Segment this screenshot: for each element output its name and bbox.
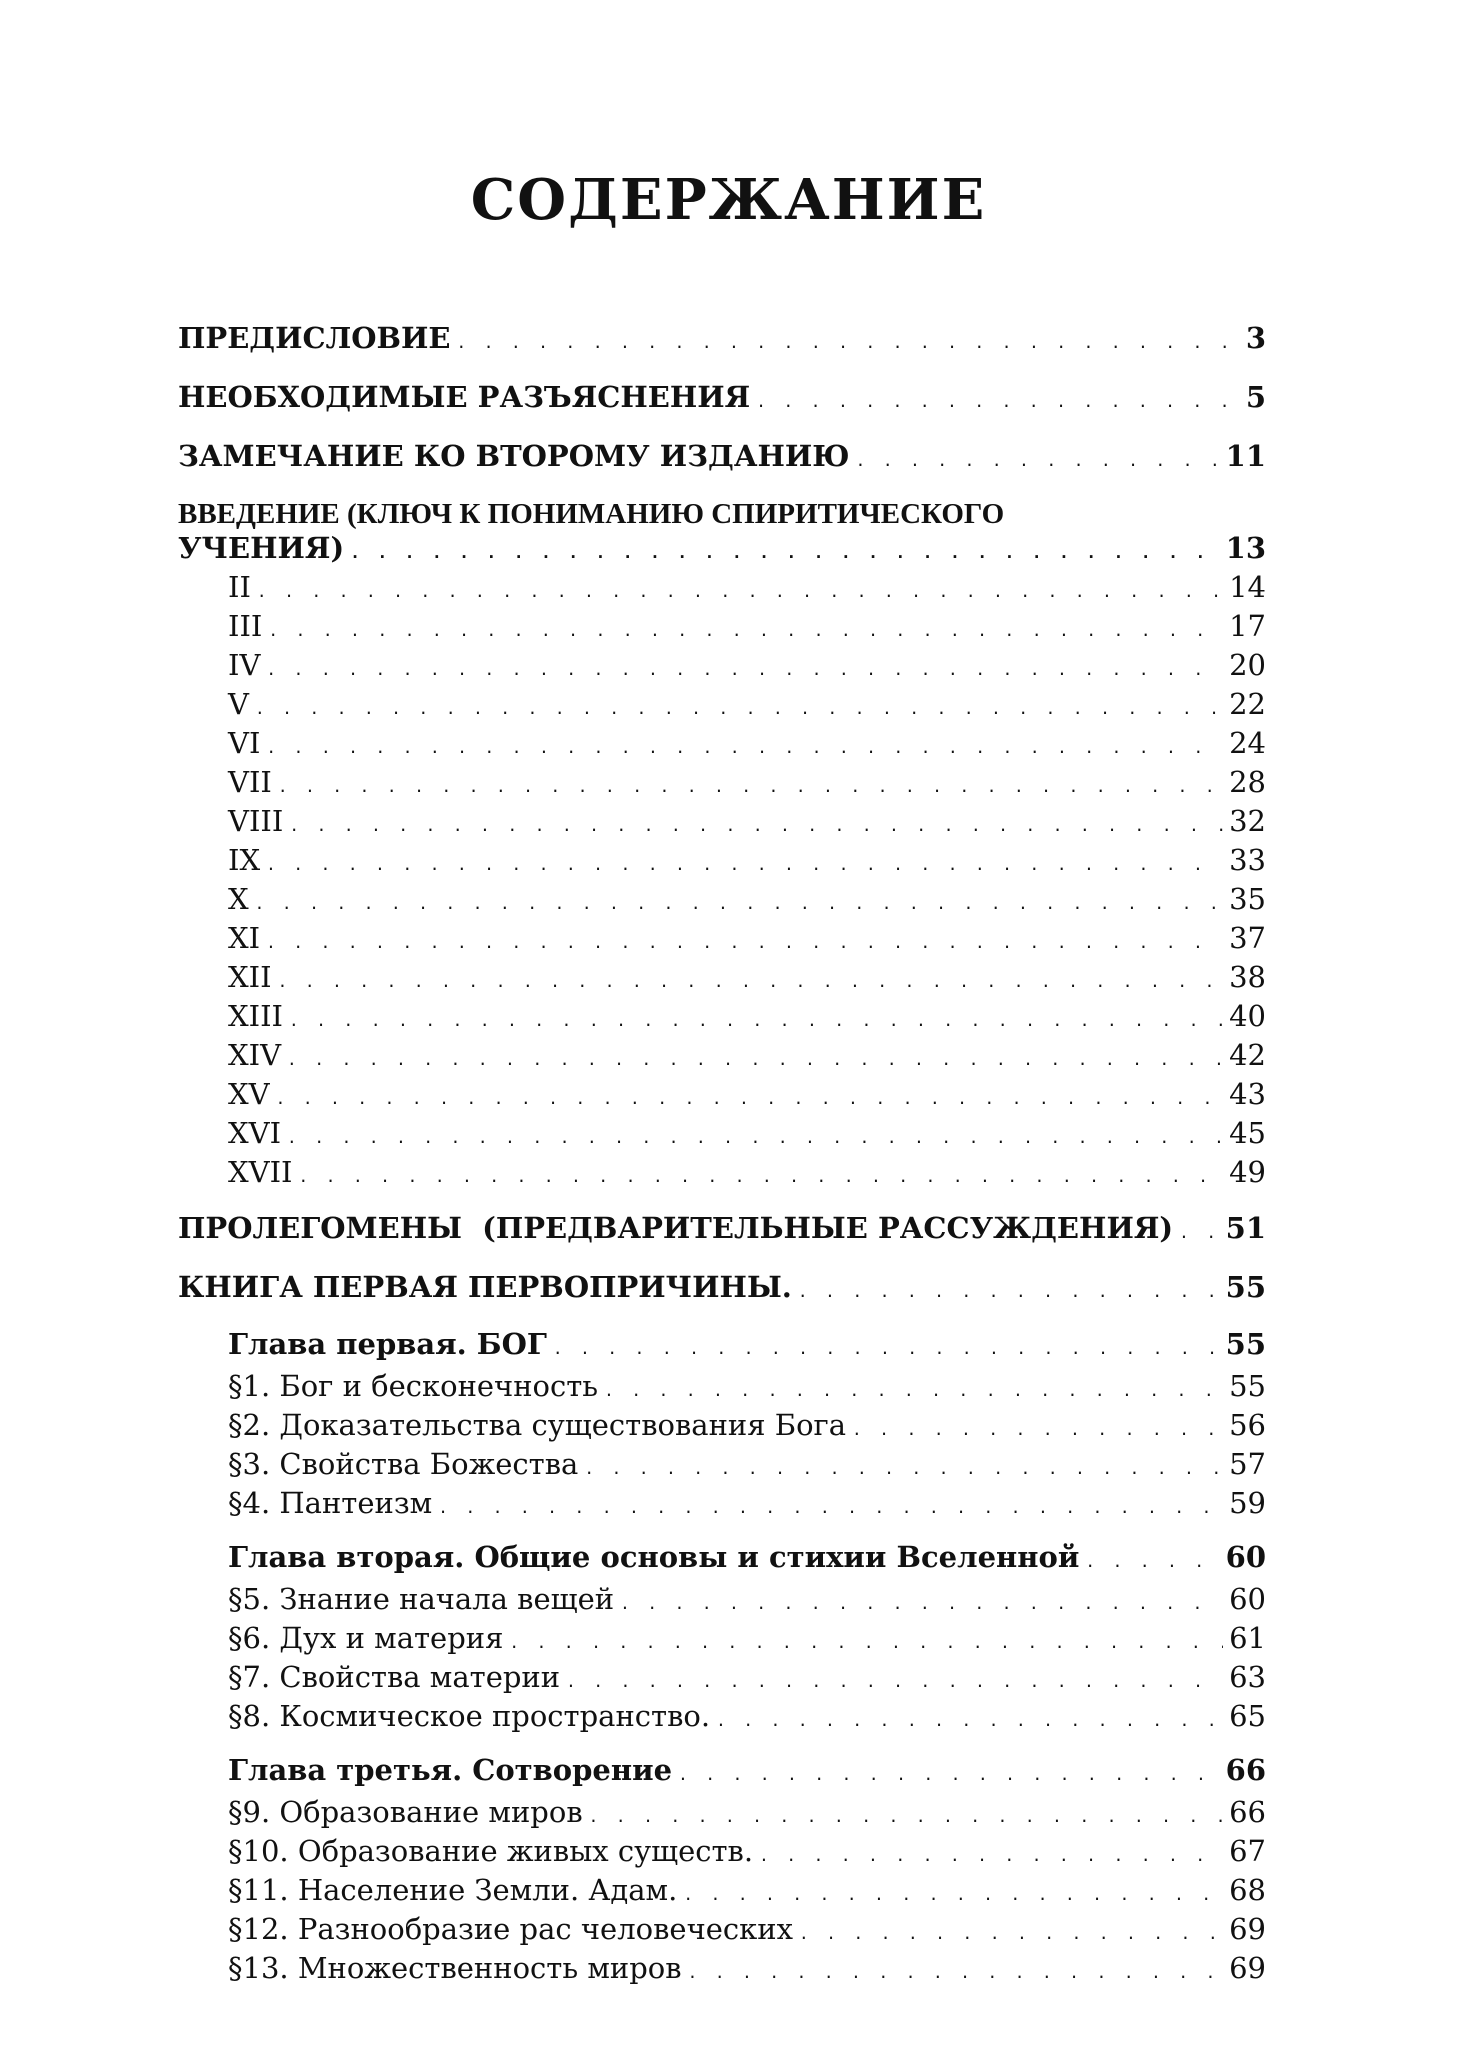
dot-leader bbox=[438, 1490, 1223, 1525]
toc-section bbox=[178, 999, 1266, 1038]
section-page-number: 42 bbox=[1229, 1038, 1266, 1072]
dot-leader bbox=[688, 1955, 1224, 1990]
toc-section bbox=[178, 570, 1266, 609]
toc-entry-label-line2: УЧЕНИЯ) bbox=[178, 531, 345, 565]
toc-page-number: 55 bbox=[1225, 1270, 1266, 1304]
toc-paragraph bbox=[178, 1795, 1266, 1834]
toc-section bbox=[178, 1077, 1266, 1116]
section-page-number: 43 bbox=[1229, 1077, 1266, 1111]
dot-leader bbox=[276, 1081, 1224, 1116]
paragraph-label: §13. Множественность миров bbox=[228, 1951, 682, 1985]
page-title: СОДЕРЖАНИЕ bbox=[470, 167, 987, 233]
dot-leader bbox=[287, 1042, 1223, 1077]
paragraph-label: §12. Разнообразие рас человеческих bbox=[228, 1912, 793, 1946]
dot-leader bbox=[255, 886, 1223, 921]
toc-section bbox=[178, 1155, 1266, 1194]
section-label: V bbox=[228, 687, 249, 721]
paragraph-page-number: 65 bbox=[1229, 1699, 1266, 1733]
paragraph-label: §2. Доказательства существования Бога bbox=[228, 1408, 847, 1442]
paragraph-page-number: 63 bbox=[1229, 1660, 1266, 1694]
toc-page-number: 5 bbox=[1245, 380, 1266, 414]
section-page-number: 22 bbox=[1229, 687, 1266, 721]
section-page-number: 38 bbox=[1229, 960, 1266, 994]
toc-section bbox=[178, 765, 1266, 804]
toc-section bbox=[178, 960, 1266, 999]
section-page-number: 24 bbox=[1229, 726, 1266, 760]
toc-section bbox=[178, 882, 1266, 921]
dot-leader bbox=[289, 808, 1223, 843]
section-page-number: 28 bbox=[1229, 765, 1266, 799]
section-label: XIV bbox=[228, 1038, 282, 1072]
paragraph-label: §9. Образование миров bbox=[228, 1795, 583, 1829]
toc-entry-label-line1: ВВЕДЕНИЕ (КЛЮЧ К ПОНИМАНИЮ СПИРИТИЧЕСКОГО bbox=[178, 498, 1005, 530]
toc-entry-introduction bbox=[178, 497, 1266, 570]
chapter-label: Глава первая. БОГ bbox=[228, 1327, 547, 1361]
toc-paragraph bbox=[178, 1582, 1266, 1621]
introduction-sections bbox=[178, 570, 1266, 1194]
chapter-page-number: 55 bbox=[1225, 1327, 1266, 1361]
toc-paragraph bbox=[178, 1447, 1266, 1486]
section-page-number: 14 bbox=[1229, 570, 1266, 604]
dot-leader bbox=[287, 1120, 1223, 1155]
section-page-number: 35 bbox=[1229, 882, 1266, 916]
section-label: XVII bbox=[228, 1155, 293, 1189]
section-label: XVI bbox=[228, 1116, 282, 1150]
paragraph-label: §1. Бог и бесконечность bbox=[228, 1369, 599, 1403]
dot-leader bbox=[756, 382, 1240, 422]
toc-paragraph bbox=[178, 1834, 1266, 1873]
section-label: IV bbox=[228, 648, 261, 682]
chapter-page-number: 66 bbox=[1225, 1753, 1266, 1787]
toc-paragraph bbox=[178, 1660, 1266, 1699]
paragraph-page-number: 60 bbox=[1229, 1582, 1266, 1616]
paragraph-label: §10. Образование живых существ. bbox=[228, 1834, 754, 1868]
toc-chapter-1 bbox=[178, 1324, 1266, 1369]
toc-paragraph bbox=[178, 1486, 1266, 1525]
toc-section bbox=[178, 843, 1266, 882]
toc-section bbox=[178, 804, 1266, 843]
table-of-contents bbox=[178, 318, 1266, 1990]
dot-leader bbox=[266, 847, 1223, 882]
toc-paragraph bbox=[178, 1873, 1266, 1912]
dot-leader bbox=[257, 574, 1223, 609]
toc-entry-label: ЗАМЕЧАНИЕ КО ВТОРОМУ ИЗДАНИЮ bbox=[178, 439, 850, 473]
dot-leader bbox=[1085, 1542, 1219, 1582]
toc-entry-second-edition bbox=[178, 436, 1266, 481]
section-page-number: 32 bbox=[1229, 804, 1266, 838]
paragraph-label: §4. Пантеизм bbox=[228, 1486, 433, 1520]
toc-entry-prolegomena bbox=[178, 1208, 1266, 1253]
section-page-number: 49 bbox=[1229, 1155, 1266, 1189]
toc-entry-preface bbox=[178, 318, 1266, 363]
section-label: VI bbox=[228, 726, 261, 760]
paragraph-page-number: 59 bbox=[1229, 1486, 1266, 1520]
toc-paragraph bbox=[178, 1621, 1266, 1660]
dot-leader bbox=[456, 323, 1239, 363]
chapter-page-number: 60 bbox=[1225, 1540, 1266, 1574]
toc-entry-book-one bbox=[178, 1267, 1266, 1312]
section-page-number: 33 bbox=[1229, 843, 1266, 877]
paragraph-label: §3. Свойства Божества bbox=[228, 1447, 579, 1481]
toc-paragraph bbox=[178, 1951, 1266, 1990]
paragraph-label: §11. Население Земли. Адам. bbox=[228, 1873, 678, 1907]
section-page-number: 17 bbox=[1229, 609, 1266, 643]
dot-leader bbox=[509, 1625, 1223, 1660]
toc-entry-label: НЕОБХОДИМЫЕ РАЗЪЯСНЕНИЯ bbox=[178, 380, 751, 414]
toc-section bbox=[178, 1116, 1266, 1155]
toc-entry-label: ПРЕДИСЛОВИЕ bbox=[178, 321, 451, 355]
paragraph-label: §6. Дух и материя bbox=[228, 1621, 504, 1655]
dot-leader bbox=[852, 1412, 1223, 1447]
toc-entry-label: ПРОЛЕГОМЕНЫ (ПРЕДВАРИТЕЛЬНЫЕ РАССУЖДЕНИЯ) bbox=[178, 1211, 1174, 1245]
toc-paragraph bbox=[178, 1408, 1266, 1447]
dot-leader bbox=[268, 613, 1223, 648]
dot-leader bbox=[1179, 1213, 1220, 1253]
paragraph-page-number: 61 bbox=[1229, 1621, 1266, 1655]
section-label: XII bbox=[228, 960, 272, 994]
toc-section bbox=[178, 1038, 1266, 1077]
toc-section bbox=[178, 648, 1266, 687]
paragraph-page-number: 56 bbox=[1229, 1408, 1266, 1442]
toc-section bbox=[178, 687, 1266, 726]
dot-leader bbox=[678, 1755, 1220, 1795]
dot-leader bbox=[553, 1329, 1220, 1369]
dot-leader bbox=[799, 1916, 1223, 1951]
section-page-number: 40 bbox=[1229, 999, 1266, 1033]
toc-section bbox=[178, 921, 1266, 960]
section-label: XI bbox=[228, 921, 261, 955]
section-label: II bbox=[228, 570, 251, 604]
section-label: XIII bbox=[228, 999, 284, 1033]
dot-leader bbox=[584, 1451, 1223, 1486]
toc-page-number: 3 bbox=[1245, 321, 1266, 355]
section-page-number: 37 bbox=[1229, 921, 1266, 955]
toc-page-number: 13 bbox=[1225, 531, 1266, 565]
toc-page-number: 11 bbox=[1225, 439, 1266, 473]
paragraph-page-number: 68 bbox=[1229, 1873, 1266, 1907]
dot-leader bbox=[683, 1877, 1223, 1912]
toc-paragraph bbox=[178, 1369, 1266, 1408]
paragraph-page-number: 67 bbox=[1229, 1834, 1266, 1868]
section-page-number: 20 bbox=[1229, 648, 1266, 682]
dot-leader bbox=[266, 925, 1223, 960]
chapter-label: Глава вторая. Общие основы и стихии Вселенной bbox=[228, 1540, 1080, 1574]
paragraph-page-number: 57 bbox=[1229, 1447, 1266, 1481]
section-label: IX bbox=[228, 843, 261, 877]
section-page-number: 45 bbox=[1229, 1116, 1266, 1150]
dot-leader bbox=[255, 691, 1223, 726]
dot-leader bbox=[604, 1373, 1223, 1408]
paragraph-page-number: 69 bbox=[1229, 1951, 1266, 1985]
dot-leader bbox=[589, 1799, 1223, 1834]
dot-leader bbox=[278, 769, 1223, 804]
section-label: VIII bbox=[228, 804, 284, 838]
paragraph-label: §8. Космическое пространство. bbox=[228, 1699, 711, 1733]
dot-leader bbox=[566, 1664, 1223, 1699]
section-label: XV bbox=[228, 1077, 270, 1111]
paragraph-page-number: 66 bbox=[1229, 1795, 1266, 1829]
toc-section bbox=[178, 609, 1266, 648]
toc-chapter-3 bbox=[178, 1750, 1266, 1795]
toc-chapter-2 bbox=[178, 1537, 1266, 1582]
dot-leader bbox=[856, 441, 1220, 481]
toc-entry-introduction-line2 bbox=[178, 531, 1266, 570]
section-label: VII bbox=[228, 765, 272, 799]
toc-entry-label: КНИГА ПЕРВАЯ ПЕРВОПРИЧИНЫ. bbox=[178, 1270, 792, 1304]
dot-leader bbox=[350, 536, 1219, 570]
dot-leader bbox=[798, 1272, 1220, 1312]
dot-leader bbox=[620, 1586, 1223, 1621]
dot-leader bbox=[266, 730, 1223, 765]
dot-leader bbox=[266, 652, 1223, 687]
section-label: III bbox=[228, 609, 263, 643]
dot-leader bbox=[299, 1159, 1224, 1194]
toc-paragraph bbox=[178, 1912, 1266, 1951]
toc-page-number: 51 bbox=[1225, 1211, 1266, 1245]
dot-leader bbox=[759, 1838, 1223, 1873]
section-label: X bbox=[228, 882, 249, 916]
paragraph-page-number: 55 bbox=[1229, 1369, 1266, 1403]
paragraph-label: §7. Свойства материи bbox=[228, 1660, 561, 1694]
dot-leader bbox=[278, 964, 1224, 999]
dot-leader bbox=[289, 1003, 1223, 1038]
chapter-label: Глава третья. Сотворение bbox=[228, 1753, 673, 1787]
paragraph-page-number: 69 bbox=[1229, 1912, 1266, 1946]
toc-entry-explanations bbox=[178, 377, 1266, 422]
dot-leader bbox=[716, 1703, 1223, 1738]
paragraph-label: §5. Знание начала вещей bbox=[228, 1582, 615, 1616]
toc-section bbox=[178, 726, 1266, 765]
toc-paragraph bbox=[178, 1699, 1266, 1738]
